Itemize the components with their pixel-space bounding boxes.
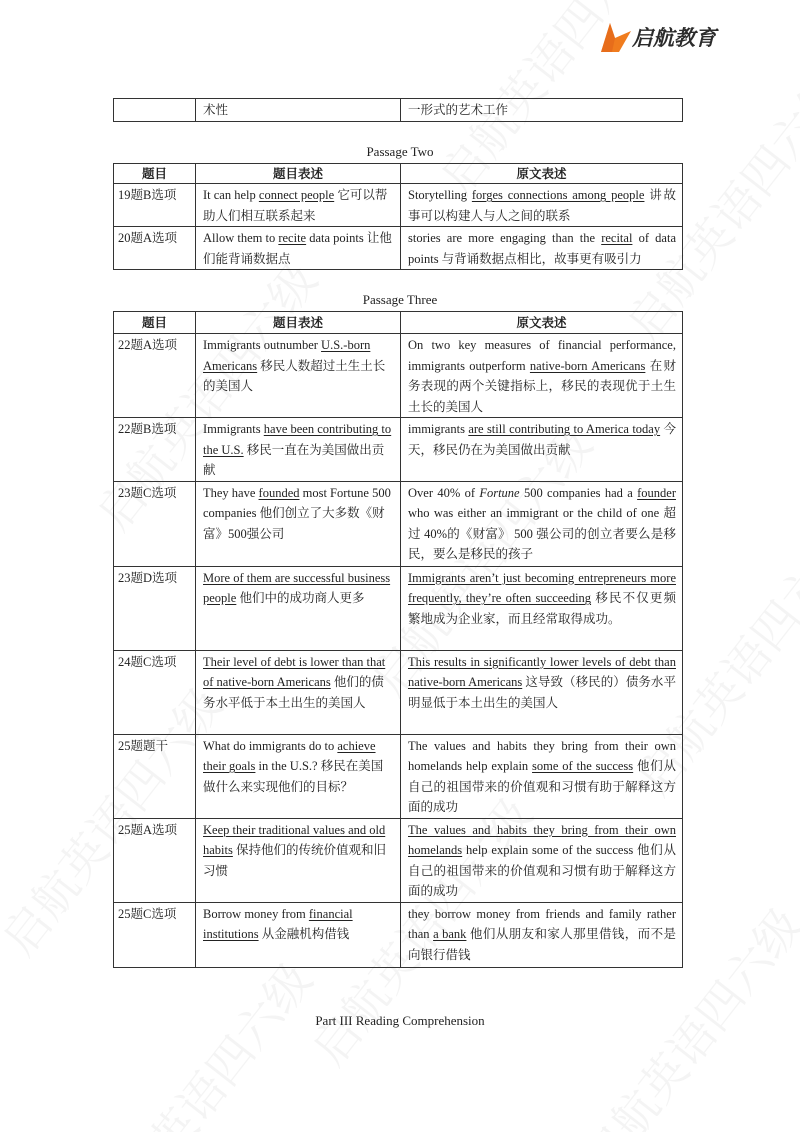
underlined-phrase: U.S.-born Americans <box>203 338 371 373</box>
text-segment: 讲故事可以构建人与人之间的联系 <box>408 188 677 223</box>
item-cell: 22题A选项 <box>114 334 196 418</box>
passage-two-title: Passage Two <box>366 144 434 159</box>
original-cell <box>401 418 683 482</box>
previous-table-fragment <box>113 98 683 122</box>
original-cell <box>401 818 683 902</box>
header-original: 原文表述 <box>401 164 683 184</box>
table-body <box>114 334 683 968</box>
passage-three-title: Passage Three <box>362 292 438 307</box>
text-segment: immigrants <box>408 422 469 436</box>
brand-logo <box>598 20 716 54</box>
original-cell <box>401 481 683 566</box>
text-segment: 移民一直在为美国做出贡献 <box>203 442 385 477</box>
underlined-phrase: Their level of debt is lower than that of native-born Americans <box>203 654 386 689</box>
underlined-phrase: The values and habits they bring from their own homelands <box>408 822 676 857</box>
table-row <box>114 650 683 734</box>
question-cell <box>196 227 401 270</box>
original-cell <box>401 902 683 967</box>
underlined-phrase: founder <box>637 485 676 500</box>
question-cell <box>196 902 401 967</box>
header-question: 题目表述 <box>196 164 401 184</box>
question-cell <box>196 99 401 122</box>
question-cell <box>196 650 401 734</box>
text-segment: 术性 <box>203 103 229 117</box>
text-segment: It can help <box>203 188 259 202</box>
text-segment: On two key measures of financial performance, immigrants outperform <box>408 338 676 373</box>
text-segment: Storytelling <box>408 188 472 202</box>
underlined-phrase: a bank <box>433 927 467 941</box>
underlined-phrase: founded <box>258 485 300 500</box>
passage-three-table <box>113 311 683 968</box>
question-cell <box>196 184 401 227</box>
underlined-phrase: achieve their goals <box>203 738 376 773</box>
text-segment: 移民不仅更频繁地成为企业家，而且经常取得成功。 <box>408 591 676 626</box>
underlined-phrase: This results in significantly lower levels of debt than native-born Americans <box>408 654 676 689</box>
original-cell <box>401 734 683 818</box>
underlined-phrase: forges connections among people <box>471 188 645 202</box>
text-segment: help explain some of the success 他们从自己的祖国带来的价值观和习惯有助于解释这方面的成功 <box>408 843 676 898</box>
question-cell <box>196 734 401 818</box>
table-row <box>114 734 683 818</box>
text-segment: 500 companies had a <box>519 485 638 500</box>
text-segment: in the U.S.? 移民在美国做什么来实现他们的目标？ <box>203 759 384 794</box>
orange-wing-icon <box>598 21 632 53</box>
italic-text: Fortune <box>479 485 520 500</box>
original-cell <box>401 99 683 122</box>
text-segment: 他们的债务水平低于本土出生的美国人 <box>203 675 384 710</box>
underlined-phrase: More of them are successful business people <box>203 570 391 605</box>
text-segment: 从金融机构借钱 <box>258 927 350 941</box>
underlined-phrase: are still contributing to America today <box>468 422 661 436</box>
text-segment: 一形式的艺术工作 <box>408 103 509 117</box>
item-cell: 22题B选项 <box>114 418 196 482</box>
text-segment: stories are more engaging than the <box>408 231 602 245</box>
original-cell <box>401 566 683 650</box>
underlined-phrase: connect people <box>258 188 335 202</box>
text-segment: Immigrants outnumber <box>203 338 322 352</box>
table-row <box>114 481 683 566</box>
question-cell <box>196 481 401 566</box>
underlined-phrase: recital <box>601 231 633 245</box>
header-question: 题目表述 <box>196 312 401 334</box>
header-row <box>114 164 683 184</box>
original-cell <box>401 650 683 734</box>
item-cell: 20题A选项 <box>114 227 196 270</box>
text-segment: What do immigrants do to <box>203 738 338 753</box>
item-cell: 24题C选项 <box>114 650 196 734</box>
watermark <box>75 948 325 1132</box>
item-cell: 23题D选项 <box>114 566 196 650</box>
original-cell <box>401 184 683 227</box>
table-row <box>114 227 683 270</box>
table-row <box>114 334 683 418</box>
item-cell: 25题A选项 <box>114 818 196 902</box>
text-segment: 在财务表现的两个关键指标上，移民的表现优于土生土长的美国人 <box>408 358 676 414</box>
table-body <box>114 184 683 270</box>
logo-text: 启航教育 <box>632 26 716 50</box>
page-footer: Part III Reading Comprehension <box>315 1013 485 1028</box>
underlined-phrase: have been contributing to the U.S. <box>203 422 392 457</box>
table-row <box>114 99 683 122</box>
header-item: 题目 <box>114 312 196 334</box>
header-original: 原文表述 <box>401 312 683 334</box>
table-row <box>114 184 683 227</box>
text-segment: who was either an immigrant or the child of one 超过 40%的《财富》 500 强公司的创立者要么是移民，要么是移民的孩子 <box>408 506 676 561</box>
text-segment: Over 40% of <box>408 485 480 500</box>
text-segment: The values and habits they bring from their own homelands help explain <box>408 738 676 773</box>
passage-two-table <box>113 163 683 270</box>
question-cell <box>196 566 401 650</box>
item-cell: 19题B选项 <box>114 184 196 227</box>
underlined-phrase: native-born Americans <box>529 358 646 373</box>
text-segment: of data points 与背诵数据点相比，故事更有吸引力 <box>408 231 676 266</box>
underlined-phrase: Immigrants aren’t just becoming entrepreneurs more frequently, they’re often succeeding <box>408 570 676 605</box>
text-segment: 他们中的成功商人更多 <box>236 591 365 605</box>
text-segment: most Fortune 500 companies 他们创立了大多数《财富》500强公司 <box>203 485 391 541</box>
text-segment: 移民人数超过土生土长的美国人 <box>203 358 386 393</box>
question-cell <box>196 418 401 482</box>
text-segment: Allow them to <box>203 231 279 245</box>
text-segment: Immigrants <box>203 422 264 436</box>
underlined-phrase: financial institutions <box>203 906 353 941</box>
text-segment: They have <box>203 485 259 500</box>
table-row <box>114 902 683 967</box>
question-cell <box>196 334 401 418</box>
table-row <box>114 566 683 650</box>
original-cell <box>401 227 683 270</box>
original-cell <box>401 334 683 418</box>
table-body <box>114 99 683 122</box>
text-segment: 今天，移民仍在为美国做出贡献 <box>408 422 676 457</box>
text-segment: Borrow money from <box>203 906 309 921</box>
text-segment: 它可以帮助人们相互联系起来 <box>203 188 388 223</box>
item-cell: 23题C选项 <box>114 481 196 566</box>
question-cell <box>196 818 401 902</box>
text-segment: they borrow money from friends and family rather than <box>408 906 676 941</box>
text-segment: 他们从朋友和家人那里借钱，而不是向银行借钱 <box>408 927 676 962</box>
item-cell: 25题题干 <box>114 734 196 818</box>
header-item: 题目 <box>114 164 196 184</box>
table-row <box>114 418 683 482</box>
item-cell: 25题C选项 <box>114 902 196 967</box>
text-segment: 这导致（移民的）债务水平明显低于本土出生的美国人 <box>408 675 676 710</box>
item-cell <box>114 99 196 122</box>
header-row <box>114 312 683 334</box>
underlined-phrase: some of the success <box>532 759 634 773</box>
text-segment: data points 让他们能背诵数据点 <box>203 231 392 266</box>
text-segment: 他们从自己的祖国带来的价值观和习惯有助于解释这方面的成功 <box>408 759 676 814</box>
underlined-phrase: Keep their traditional values and old habits <box>203 822 386 857</box>
table-row <box>114 818 683 902</box>
text-segment: 保持他们的传统价值观和旧习惯 <box>203 843 386 878</box>
underlined-phrase: recite <box>278 231 307 245</box>
